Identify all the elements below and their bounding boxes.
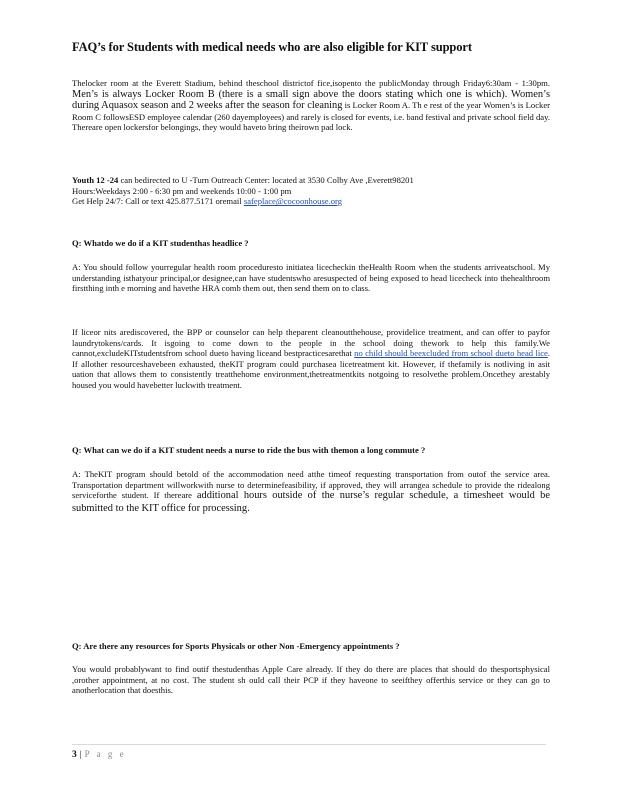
footer-separator: | [79, 750, 82, 760]
locker-text-3: is Locker Room A. Th e rest of the year Women’s is Locker Room C [72, 100, 551, 122]
answer-headlice-2b: . If allother resourceshavebeen exhausted, theKIT program could purchasea licetreatment kit. However, if thefamily is notliving in asit uation that allows them to consistently treatthehome environment,thetreatmentkits notgoing to resolvethe problem.Oncethey arestably housed you would havebetter luckwith treatment. [72, 348, 551, 390]
answer-nurse-bus-a: A: TheKIT program should betold of the accommodation need atthe timeof requesting transportation from outof the service area. Transportation department willworkwith nurse to determinefeasibility, if approved, they will arrangea schedule to provide the ridealong serviceforthe student. If thereare [72, 469, 550, 501]
locker-text-4: followsESD employee calendar (260 dayemployees) and rarely is closed for events, i.e. band festival and private school field day. Thereare open lockersfor belongings, they would haveto bring theirown pad lock. [72, 111, 550, 133]
answer-sports-physicals: You would probablywant to find outif thestudenthas Apple Care already. If they do there are places that should do thesportsphysical ,orother appointment, at no cost. The student sh ould call their PCP if they haveone to seeifthey offerthis service or they can go to anotherlocation that doesthis. [72, 664, 550, 696]
page-title: FAQ’s for Students with medical needs who are also eligible for KIT support [72, 40, 472, 54]
answer-nurse-bus [72, 469, 550, 515]
answer-headlice-2a: If liceor nits arediscovered, the BPP or counselor can help theparent cleanoutthehouse, providelice treatment, and can offer to payfor laundrytokens/cards. It isgoing to come down to the people in the school doing thework to help this family.We cannot,excludeKITstudentsfrom school dueto having liceand bestpracticesarethat [72, 327, 550, 359]
question-sports-physicals: Q: Are there any resources for Sports Physicals or other Non -Emergency appointments ? [72, 641, 400, 651]
locker-text-1: Thelocker room at the Everett Stadium, behind theschool districtof fice,isopento the publicMonday through Friday6:30am - 1:30pm. [72, 78, 550, 88]
youth-hours: Hours:Weekdays 2:00 - 6:30 pm and weekends 10:00 - 1:00 pm [72, 185, 292, 196]
youth-label: Youth 12 -24 [72, 175, 119, 185]
locker-room-paragraph [72, 78, 550, 133]
youth-paragraph [72, 175, 550, 207]
footer-divider [72, 744, 546, 745]
answer-headlice-1: A: You should follow yourregular health room proceduresto initiatea licecheckin theHealth Room when the students arriveatschool. My understanding isthatyour principal,or designee,can have studentswho aresuspected of being exposed to head licecheck into thehealthroom firstthing inth e morning and havethe HRA comb them out, then send them on to class. [72, 262, 550, 294]
email-link[interactable]: safeplace@cocoonhouse.org [243, 196, 343, 207]
page-label: P a g e [84, 749, 127, 759]
youth-get-help: Get Help 24/7: Call or text 425.877.5171 oremail [72, 196, 242, 207]
page-footer [72, 749, 126, 760]
page-number: 3 [72, 750, 77, 760]
answer-headlice-2 [72, 327, 550, 391]
youth-text: can bedirected to U -Turn Outreach Center: located at 3530 Colby Ave ,Everett98201 [118, 175, 414, 185]
answer-nurse-bus-b: additional hours outside of the nurse’s regular schedule, a timesheet would be submitted to the KIT office for processing. [72, 490, 550, 514]
locker-text-2: Men’s is always Locker Room B (there is a small sign above the doors stating which one is which). Women’s during Aquasox season and 2 weeks after the season for cleaning [72, 88, 550, 112]
question-headlice: Q: Whatdo we do if a KIT studenthas headlice ? [72, 238, 249, 248]
no-exclusion-link[interactable]: no child should beexcluded from school dueto head lice [354, 348, 548, 359]
question-nurse-bus: Q: What can we do if a KIT student needs a nurse to ride the bus with themon a long commute ? [72, 445, 426, 455]
